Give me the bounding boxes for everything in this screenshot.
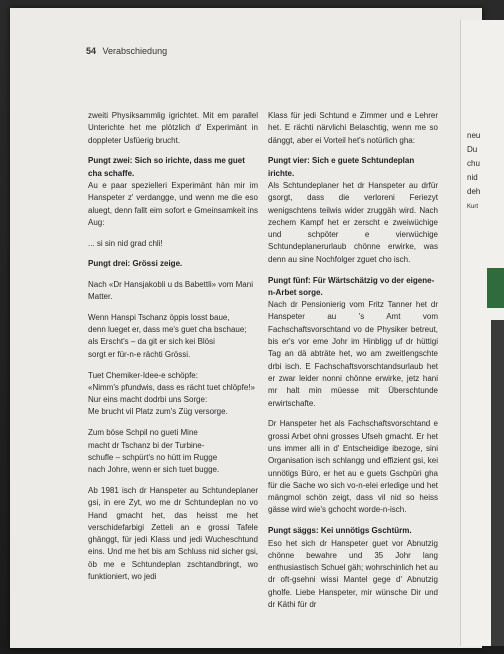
section-heading: Pungt drei: Grössi zeige.: [88, 259, 183, 269]
section-heading: Pungt zwei: Sich so irichte, dass me guet cha schaffe.: [88, 156, 245, 178]
paragraph: Als Schtundeplaner het dr Hanspeter au drfür gsorgt, dass die verloreni Feriezyt wenigschtens teilwis wider zruggäh wird. Nach zechem Kampf het er zerscht e zweiwüchige und schpöter e vierwüchige Schtundeplanerurlaub chönne erwirke, was denn au sine Nochfolger zguet cho isch.: [268, 180, 438, 264]
next-page-edge: [460, 20, 504, 646]
paragraph: Eso het sich dr Hanspeter guet vor Abnutzig chönne bewahre und 35 Johr lang enthusiastisch Schuel gäh; wohrschinlich het au dr oft-gsehni wissi Mantel gege d' Abnutzig gholfe. Liebe Hanspeter, mir wünsche Dir und dr Käthi für dr: [268, 538, 438, 609]
verse: [88, 427, 258, 476]
verse-line: «Nimm's pfundwis, dass es rächt tuet chlöpfe!»: [88, 382, 255, 392]
next-page-line: deh: [467, 187, 481, 196]
page-number: 54: [86, 46, 97, 56]
verse-line: als Erscht's – da git er sich kei Blösi: [88, 337, 215, 347]
next-page-caption: Kurt: [467, 204, 479, 210]
paragraph: Klass für jedi Schtund e Zimmer und e Lehrer het. E rächti närvlichi Belaschtig, wenn me so dänggt, aber ei Vorteil het's notürlich gha:: [268, 111, 438, 145]
paragraph: Au e paar spezielleri Experimänt hän mir im Hanspeter z' verdangge, und wenn me die eso aluegt, denn fallt eim sofort e Gmeinsamkeit ins Aug:: [88, 180, 258, 227]
paragraph: zweiti Physiksammlig igrichtet. Mit em parallel Unterichte het me plötzlich d' Experimänt in doppleter Usfüerig brucht.: [88, 111, 258, 145]
verse-line: Zum böse Schpil no gueti Mine: [88, 428, 198, 438]
next-page-photo-dark: [491, 320, 504, 646]
right-column: [268, 110, 438, 611]
next-page-line: neu: [467, 131, 481, 140]
section-heading: Pungt fünf: Für Wärtschätzig vo der eigene-n-Arbet sorge.: [268, 275, 435, 297]
verse-line: Nur eins macht dodrbi uns Sorge:: [88, 395, 208, 405]
left-column: [88, 110, 258, 583]
paragraph: Nach «Dr Hansjakobli u ds Babettli» vom Mani Matter.: [88, 279, 253, 302]
verse-line: denn lueget er, dass me's guet cha bschaue;: [88, 325, 247, 335]
verse-line: Wenn Hanspi Tschanz öppis losst baue,: [88, 312, 230, 322]
next-page-photo-strip: [487, 268, 504, 308]
section-title: Verabschiedung: [102, 46, 168, 56]
paragraph: Nach dr Pensionierig vom Fritz Tanner het dr Hanspeter au 's Amt vom Fachschaftsvorschtand vo de Physiker betreut, bis er's vor eme Johr im Hinbligg uf dr hüttigi Tag an dä abträte het, wo am zweitlengschte drbi isch. E Fachschaftsvorschtandsurlaub het er zwar leider nonni chönne erwirke, jetz hani mr halt min müesse mit Überschtunde erwirtschafte.: [268, 300, 438, 408]
verse: [88, 312, 258, 361]
verse-line: sorgt er für-n-e rächti Grössi.: [88, 349, 191, 359]
next-page-line: Du: [467, 145, 478, 154]
section-heading: Pungt vier: Sich e guete Schtundeplan irichte.: [268, 156, 415, 178]
paragraph: Ab 1981 isch dr Hanspeter au Schtundeplaner gsi, in ere Zyt, wo me dr Schtundeplan no vo Hand gmacht het, das heisst me het verschidefarbigi Zetteli an e grossi Tafele ghänggt, für jedi Klass und jedi Wucheschtund eins. Und me het bis am Schluss nid sicher gsi, öb me e Schtundeplan zschtandbringt, wo funktioniert, wo jedi: [88, 485, 258, 581]
next-page-line: chu: [467, 159, 480, 168]
verse-line: schufle – schpürt's no hütt im Rugge: [88, 452, 218, 462]
verse-line: Tuet Chemiker-Idee-e schöpfe:: [88, 370, 198, 380]
verse-line: nach Johre, wenn er sich tuet bugge.: [88, 465, 220, 475]
quote: ... si sin nid grad chli!: [88, 238, 163, 248]
section-heading: Pungt säggs: Kei unnötigs Gschtürm.: [268, 526, 412, 536]
paragraph: Dr Hanspeter het als Fachschaftsvorschtand e grossi Arbet ohni grosses Ufseh gmacht. Er het uns immer alli in d' Entscheidige ibezoge, sini Organisation isch schlangg und effizient gsi, kei unnötigs Büro, er het au e guets Gschpüri gha für die Sache wo sich vo-n-elei erledige und het mängmol schön zeigt, dass vil nid so heiss gässe wird wie's gchocht worde-n-isch.: [268, 419, 438, 515]
verse-line: Me brucht vil Platz zum's Züg versorge.: [88, 407, 228, 417]
verse: [88, 370, 258, 419]
running-header: [86, 46, 167, 56]
next-page-line: nid: [467, 173, 478, 182]
verse-line: macht dr Tschanz bi der Turbine-: [88, 440, 205, 450]
